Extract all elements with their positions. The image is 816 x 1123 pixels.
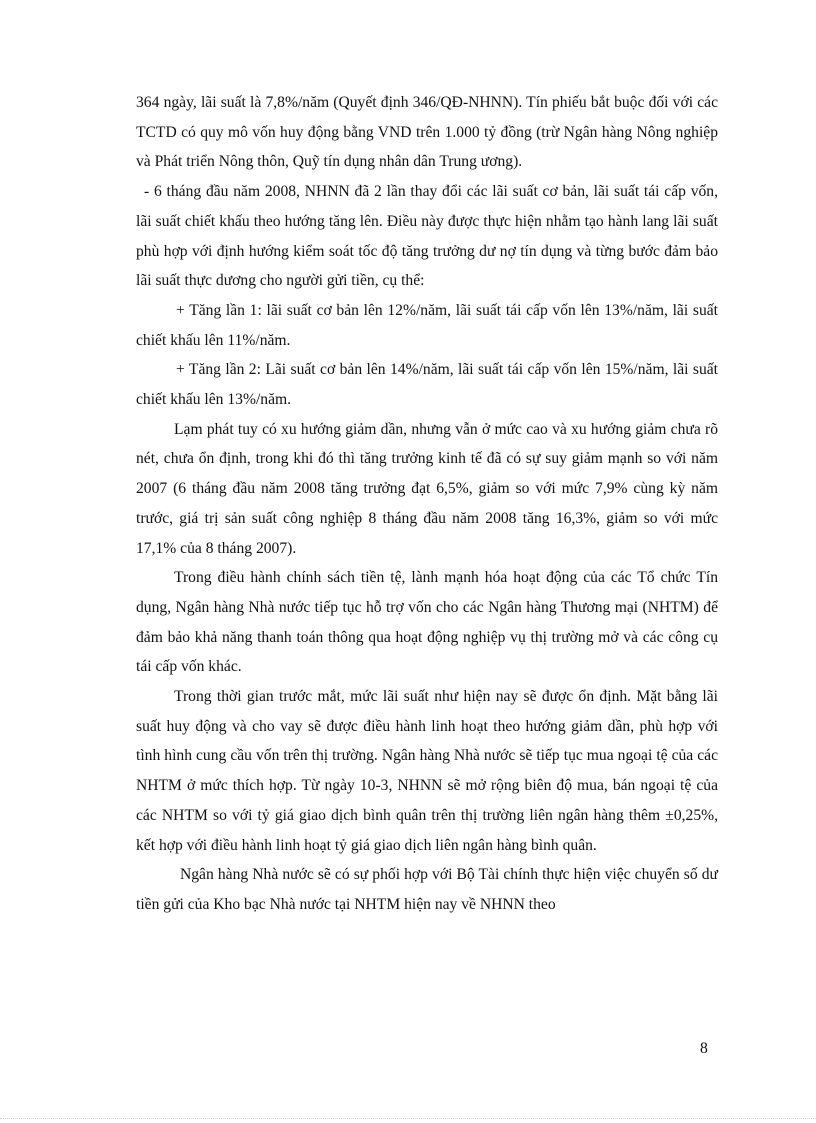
- document-body: [136, 88, 718, 920]
- page-bottom-divider: [0, 1118, 816, 1119]
- paragraph-monetary-policy: Trong điều hành chính sách tiền tệ, lành mạnh hóa hoạt động của các Tổ chức Tín dụng, Ngân hàng Nhà nước tiếp tục hỗ trợ vốn cho các Ngân hàng Thương mại (NHTM) để đảm bảo khả năng thanh toán thông qua hoạt động nghiệp vụ thị trường mở và các công cụ tái cấp vốn khác.: [136, 569, 718, 676]
- paragraph-inflation: Lạm phát tuy có xu hướng giảm dần, nhưng vẫn ở mức cao và xu hướng giảm chưa rõ nét, chưa ổn định, trong khi đó thì tăng trưởng kinh tế đã có sự suy giảm mạnh so với năm 2007 (6 tháng đầu năm 2008 tăng trưởng đạt 6,5%, giảm so với mức 7,9% cùng kỳ năm trước, giá trị sản suất công nghiệp 8 tháng đầu năm 2008 tăng 16,3%, giảm so với mức 17,1% của 8 tháng 2007).: [136, 420, 718, 557]
- paragraph-rate-changes: - 6 tháng đầu năm 2008, NHNN đã 2 lần thay đổi các lãi suất cơ bản, lãi suất tái cấp vốn, lãi suất chiết khấu theo hướng tăng lên. Điều này được thực hiện nhằm tạo hành lang lãi suất phù hợp với định hướng kiểm soát tốc độ tăng trưởng dư nợ tín dụng và từng bước đảm bảo lãi suất thực dương cho người gửi tiền, cụ thể:: [136, 183, 718, 290]
- paragraph-treasury-deposits: Ngân hàng Nhà nước sẽ có sự phối hợp với Bộ Tài chính thực hiện việc chuyển số dư tiền gửi của Kho bạc Nhà nước tại NHTM hiện nay về NHNN theo: [136, 866, 718, 913]
- paragraph-bill-terms: 364 ngày, lãi suất là 7,8%/năm (Quyết định 346/QĐ-NHNN). Tín phiếu bắt buộc đối với các TCTD có quy mô vốn huy động bằng VND trên 1.000 tỷ đồng (trừ Ngân hàng Nông nghiệp và Phát triển Nông thôn, Quỹ tín dụng nhân dân Trung ương).: [136, 94, 718, 171]
- page-number: 8: [700, 1040, 708, 1057]
- paragraph-interest-outlook: Trong thời gian trước mắt, mức lãi suất như hiện nay sẽ được ổn định. Mặt bằng lãi suất huy động và cho vay sẽ được điều hành linh hoạt theo hướng giảm dần, phù hợp với tình hình cung cầu vốn trên thị trường. Ngân hàng Nhà nước sẽ tiếp tục mua ngoại tệ của các NHTM ở mức thích hợp. Từ ngày 10-3, NHNN sẽ mở rộng biên độ mua, bán ngoại tệ của các NHTM so với tỷ giá giao dịch bình quân trên thị trường liên ngân hàng thêm ±0,25%, kết hợp với điều hành linh hoạt tỷ giá giao dịch liên ngân hàng bình quân.: [136, 688, 718, 854]
- list-item-increase-2: + Tăng lần 2: Lãi suất cơ bản lên 14%/năm, lãi suất tái cấp vốn lên 15%/năm, lãi suất chiết khấu lên 13%/năm.: [136, 361, 718, 409]
- list-item-increase-1: + Tăng lần 1: lãi suất cơ bản lên 12%/năm, lãi suất tái cấp vốn lên 13%/năm, lãi suất chiết khấu lên 11%/năm.: [136, 301, 718, 349]
